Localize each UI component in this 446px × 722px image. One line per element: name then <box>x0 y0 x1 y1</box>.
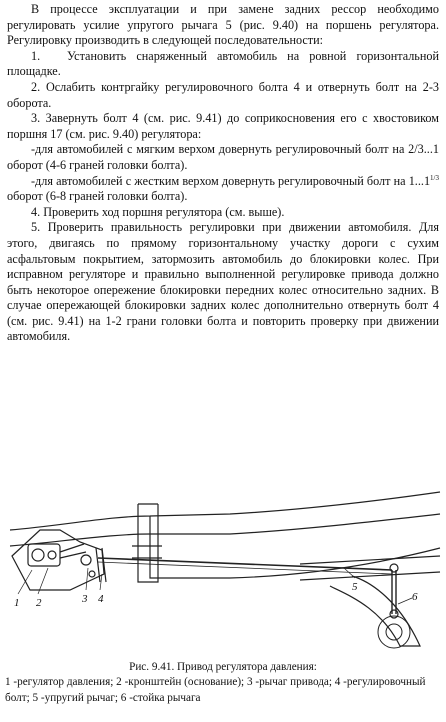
caption-legend: 1 -регулятор давления; 2 -кронштейн (основание); 3 -рычаг привода; 4 -регулировочный болт; 5 -упругий рычаг; 6 -стойка рычага <box>5 676 426 704</box>
figure-label-4: 4 <box>98 593 104 605</box>
caption-title: Рис. 9.41. Привод регулятора давления: <box>129 661 317 673</box>
paragraph-step-4: 4. Проверить ход поршня регулятора (см. выше). <box>31 204 285 219</box>
paragraph-step-2: 2. Ослабить контргайку регулировочного болта 4 и отвернуть болт на 2-3 оборота. <box>7 79 439 110</box>
paragraph-intro: В процессе эксплуатации и при замене задних рессор необходимо регулировать усилие упругого рычага 5 (рис. 9.40) на поршень регулятора. Регулировку производить в следующей последовательности: <box>7 2 439 48</box>
body-text <box>7 2 439 345</box>
regulator-drive-figure <box>0 486 446 658</box>
wheel-hub <box>378 616 410 648</box>
paragraph-step-3b <box>7 174 439 205</box>
figure-label-1: 1 <box>14 597 20 609</box>
figure-label-5: 5 <box>352 581 358 593</box>
spring-support <box>330 576 420 646</box>
figure-label-2: 2 <box>36 597 42 609</box>
figure-caption <box>5 660 441 706</box>
figure-label-6: 6 <box>412 591 418 603</box>
step-3b-text: -для автомобилей с жестким верхом довернуть регулировочный болт на 1...1 <box>31 173 431 188</box>
frame-outline-lower <box>10 514 440 546</box>
step-1-number: 1. <box>31 48 41 63</box>
frame-outline <box>10 492 440 530</box>
paragraph-step-3a: -для автомобилей с мягким верхом довернуть регулировочный болт на 2/3...1 оборот (4-6 граней головки болта). <box>7 142 439 172</box>
step-3b-tail: оборот (6-8 граней головки болта). <box>7 189 188 204</box>
paragraph-step-5: 5. Проверить правильность регулировки при движении автомобиля. Для этого, двигаясь по прямому горизонтальному участку дороги с сухим асфальтовым покрытием, затормозить автомобиль до блокировки колес. При исправном регуляторе и правильно выполненной регулировке привода должно быть некоторое опережение блокировки передних колес относительно задних. В случае опережающей блокировки задних колес дополнительно отвернуть болт 4 (см. рис. 9.41) на 1-2 грани головки болта и повторить проверку при движении автомобиля. <box>7 220 439 344</box>
step-3b-fraction: 1/3 <box>430 173 439 182</box>
paragraph-step-1 <box>7 49 439 80</box>
step-1-text: Установить снаряженный автомобиль на ровной горизонтальной площадке. <box>7 48 439 79</box>
paragraph-step-3: 3. Завернуть болт 4 (см. рис. 9.41) до соприкосновения его с хвостовиком поршня 17 (см. рис. 9.40) регулятора: <box>7 111 439 141</box>
figure-label-3: 3 <box>82 593 88 605</box>
